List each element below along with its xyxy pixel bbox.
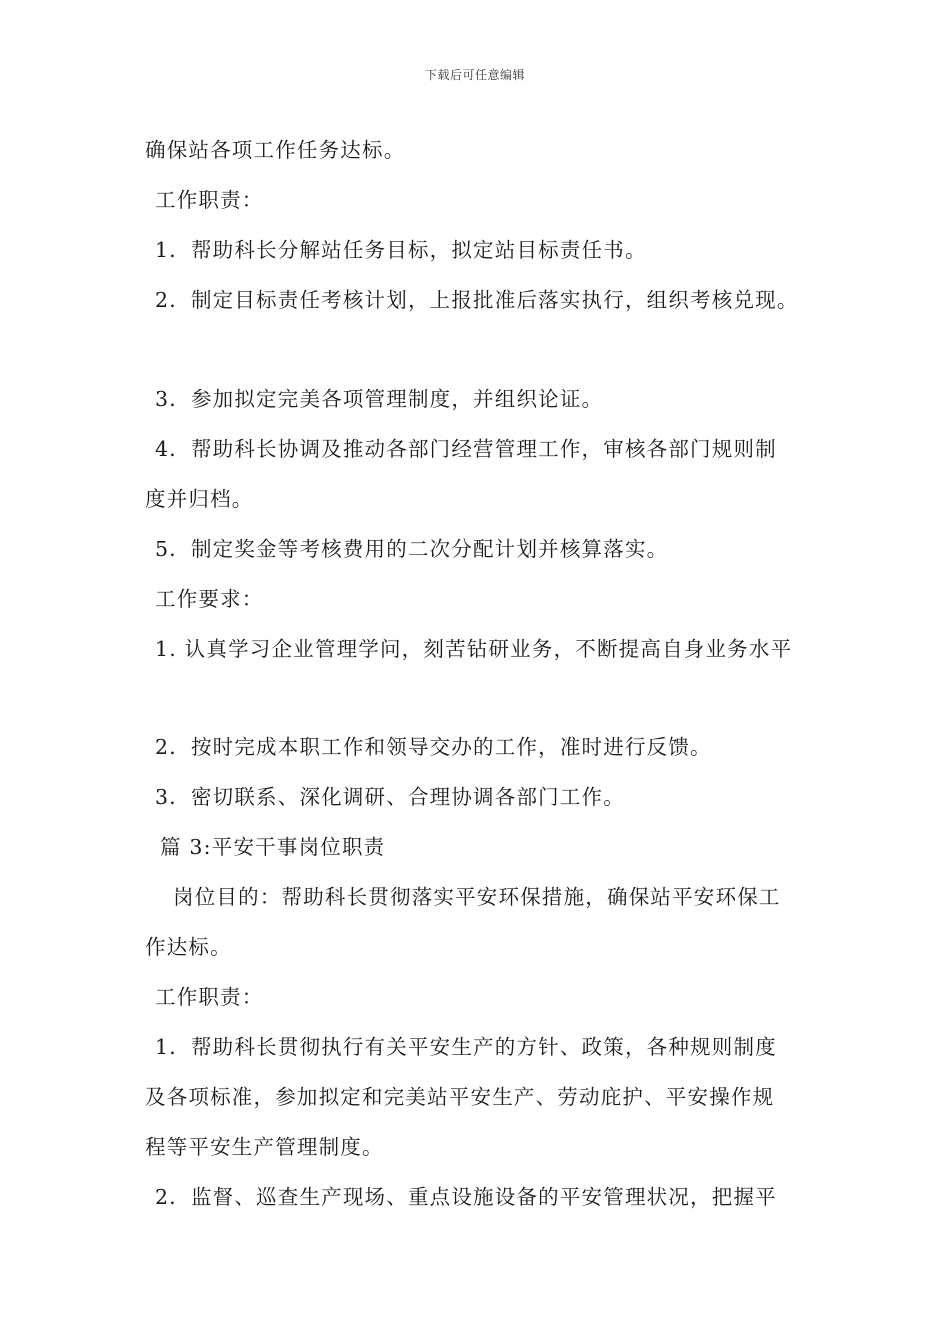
list-item: 1. 认真学习企业管理学问，刻苦钻研业务，不断提高自身业务水平 (155, 637, 793, 661)
paragraph-line: 岗位目的：帮助科长贯彻落实平安环保措施，确保站平安环保工 (173, 885, 781, 909)
list-item: 5．制定奖金等考核费用的二次分配计划并核算落实。 (155, 537, 669, 561)
list-item: 2．按时完成本职工作和领导交办的工作，准时进行反馈。 (155, 735, 712, 759)
list-item: 1．帮助科长贯彻执行有关平安生产的方针、政策，各种规则制度 (155, 1035, 777, 1059)
section-title: 篇 3:平安干事岗位职责 (160, 835, 386, 859)
section-heading: 工作职责： (155, 985, 264, 1009)
paragraph-line: 确保站各项工作任务达标。 (145, 138, 406, 162)
paragraph-line: 度并归档。 (145, 487, 254, 511)
section-heading: 工作职责： (155, 188, 264, 212)
list-item: 2．监督、巡查生产现场、重点设施设备的平安管理状况，把握平 (155, 1185, 777, 1209)
list-item: 2．制定目标责任考核计划，上报批准后落实执行，组织考核兑现。 (155, 288, 799, 312)
paragraph-line: 程等平安生产管理制度。 (145, 1135, 384, 1159)
paragraph-line: 及各项标准，参加拟定和完美站平安生产、劳动庇护、平安操作规 (145, 1085, 775, 1109)
page-header: 下载后可任意编辑 (424, 68, 525, 82)
list-item: 3．参加拟定完美各项管理制度，并组织论证。 (155, 387, 604, 411)
section-heading: 工作要求： (155, 587, 264, 611)
list-item: 4．帮助科长协调及推动各部门经营管理工作，审核各部门规则制 (155, 437, 777, 461)
paragraph-line: 作达标。 (145, 935, 232, 959)
list-item: 3．密切联系、深化调研、合理协调各部门工作。 (155, 785, 625, 809)
list-item: 1．帮助科长分解站任务目标，拟定站目标责任书。 (155, 238, 647, 262)
